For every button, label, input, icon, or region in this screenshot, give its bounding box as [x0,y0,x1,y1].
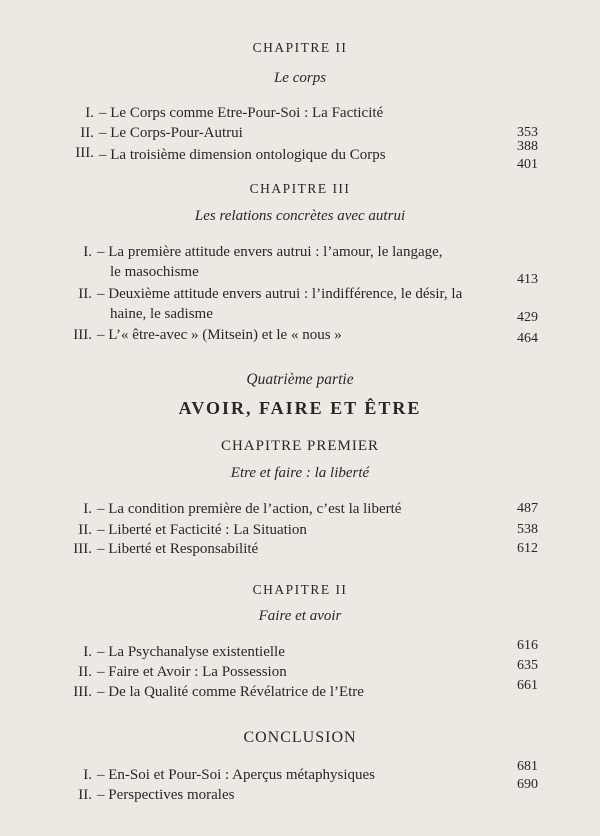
entry-number: II. [78,522,92,538]
entry-text: – Le Corps comme Etre-Pour-Soi : La Facticité [99,105,384,121]
entry-number: II. [78,664,92,680]
entry-page: 413 [517,272,538,287]
chapter-title: Faire et avoir [258,608,342,624]
toc-entry-continued [0,264,600,287]
chapter-title: Le corps [273,70,327,86]
toc-entry [0,678,600,704]
conclusion-heading: CONCLUSION [243,729,357,746]
entry-number: III. [73,327,92,343]
entry-number: III. [75,145,94,161]
chapter-heading: CHAPITRE II [252,40,348,55]
chapter-heading: CHAPITRE PREMIER [220,438,380,454]
entry-text: – La première attitude envers autrui : l’amour, le langage, [97,244,443,260]
entry-text: – Liberté et Responsabilité [97,541,259,557]
entry-text: – Perspectives morales [97,787,235,803]
entry-page: 538 [517,522,538,537]
chapter-title: Etre et faire : la liberté [230,465,370,481]
entry-page: 464 [517,331,538,346]
entry-page: 661 [517,678,538,693]
entry-page: 612 [517,541,538,556]
entry-number: II. [78,286,92,302]
toc-entry [0,522,600,542]
entry-text: – Faire et Avoir : La Possession [97,664,287,680]
toc-entry-continued [0,306,600,326]
entry-number: II. [78,787,92,803]
part-title: AVOIR, FAIRE ET ÊTRE [178,398,422,418]
entry-number: I. [83,244,92,260]
chapter-heading: CHAPITRE II [252,582,348,597]
toc-entry [0,777,600,807]
entry-page: 487 [517,501,538,516]
toc-entry [0,501,600,521]
toc-entry [0,244,600,264]
entry-number: I. [85,105,94,121]
entry-page: 681 [517,759,538,774]
part-label: Quatrième partie [246,371,354,388]
toc-entry [0,541,600,561]
entry-page: 388 [517,139,538,154]
entry-number: III. [73,541,92,557]
entry-number: II. [80,125,94,141]
toc-entry [0,105,600,125]
chapter-title: Les relations concrètes avec autrui [194,208,406,224]
entry-text: – Le Corps-Pour-Autrui [99,125,243,141]
entry-text: – La troisième dimension ontologique du Corps [99,147,386,163]
entry-number: I. [83,644,92,660]
entry-page: 353 [517,125,538,140]
toc-entry [0,327,600,347]
entry-text: – En-Soi et Pour-Soi : Aperçus métaphysiques [97,767,376,783]
entry-page: 635 [517,658,538,673]
entry-text: – De la Qualité comme Révélatrice de l’Etre [97,684,364,700]
chapter-heading: CHAPITRE III [249,181,351,196]
entry-text: – Liberté et Facticité : La Situation [97,522,307,538]
entry-text-continued: le masochisme [110,264,199,280]
toc-entry [0,286,600,306]
entry-number: I. [83,501,92,517]
entry-text: – La Psychanalyse existentielle [97,644,285,660]
entry-page: 429 [517,310,538,325]
entry-number: III. [73,684,92,700]
entry-page: 616 [517,638,538,653]
entry-text: – Deuxième attitude envers autrui : l’indifférence, le désir, la [97,286,463,302]
entry-text: – La condition première de l’action, c’est la liberté [97,501,402,517]
entry-text: – L’« être-avec » (Mitsein) et le « nous » [97,327,342,343]
entry-text-continued: haine, le sadisme [110,306,213,322]
entry-page: 401 [517,157,538,172]
toc-entry [0,139,600,172]
entry-number: I. [83,767,92,783]
entry-page: 690 [517,777,538,792]
